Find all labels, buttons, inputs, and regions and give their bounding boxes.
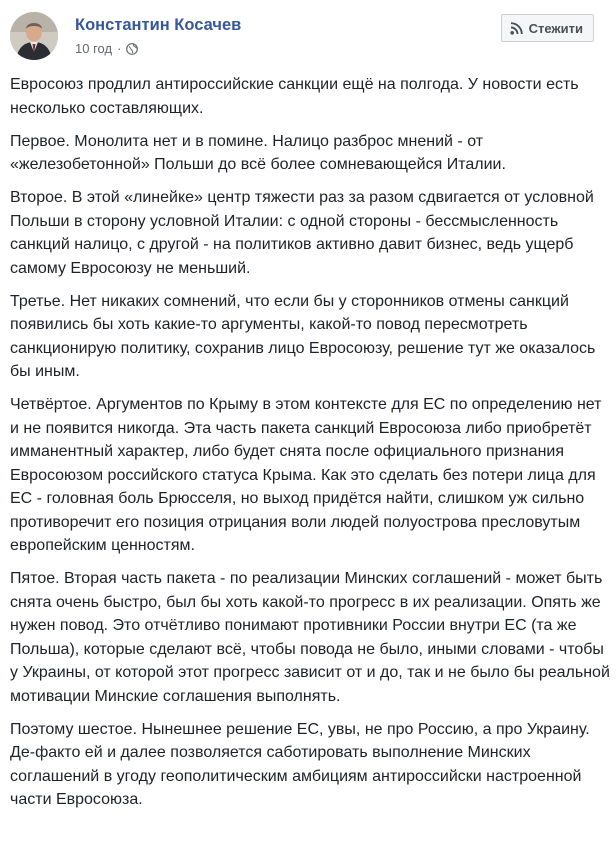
post-timestamp[interactable]: 10 год [75, 41, 113, 56]
avatar[interactable] [10, 12, 58, 60]
post-paragraph: Евросоюз продлил антироссийские санкции ещё на полгода. У новости есть несколько составляющих. [10, 76, 579, 117]
post-paragraph: Пятое. Вторая часть пакета - по реализации Минских соглашений - может быть снята очень быстро, был бы хоть какой-то прогресс в их реализации. Опять же нужен повод. Это отчётливо понимают противники России внутри ЕС (та же Польша), которые сделают всё, чтобы повода не было, иными словами - чтобы у Украины, от которой этот прогресс зависит от и до, так и не было бы реальной мотивации Минские соглашения выполнять. [10, 570, 610, 705]
post-header [0, 0, 616, 70]
globe-icon[interactable] [126, 43, 138, 55]
post-paragraph: Четвёртое. Аргументов по Крыму в этом контексте для ЕС по определению нет и не появится никогда. Эта часть пакета санкций Евросоюза либо приобретёт имманентный характер, либо будет снята после официального признания Евросоюзом российского статуса Крыма. Как это сделать без потери лица для ЕС - головная боль Брюсселя, но выход придётся найти, слишком уж сильно противоречит его позиция отрицания воли людей полуострова пресловутым европейским ценностям. [10, 396, 602, 554]
post-meta [75, 41, 138, 56]
post-paragraph: Поэтому шестое. Нынешнее решение ЕС, увы, не про Россию, а про Украину. Де-факто ей и далее позволяется саботировать выполнение Минских соглашений в угоду геополитическим амбициям антироссийски настроенной части Евросоюза. [10, 720, 590, 808]
meta-separator: · [117, 41, 122, 56]
post-paragraph: Первое. Монолита нет и в помине. Налицо разброс мнений - от «железобетонной» Польши до всё более сомневающейся Италии. [10, 132, 506, 173]
author-name[interactable]: Константин Косачев [75, 16, 242, 34]
post-paragraph: Второе. В этой «линейке» центр тяжести раз за разом сдвигается от условной Польши в сторону условной Италии: с одной стороны - бессмысленность санкций налицо, с другой - на политиков активно давит бизнес, ведь ущерб самому Евросоюзу не меньший. [10, 189, 594, 277]
rss-icon [510, 22, 523, 35]
follow-button-label: Стежити [528, 20, 583, 36]
post-paragraph: Третье. Нет никаких сомнений, что если бы у сторонников отмены санкций появились бы хоть какие-то аргументы, какой-то повод пересмотреть санкционирую политику, сохранив лицо Евросоюзу, решение тут же оказалось бы иным. [10, 292, 596, 380]
post-text [10, 73, 610, 821]
follow-button[interactable] [501, 14, 594, 42]
